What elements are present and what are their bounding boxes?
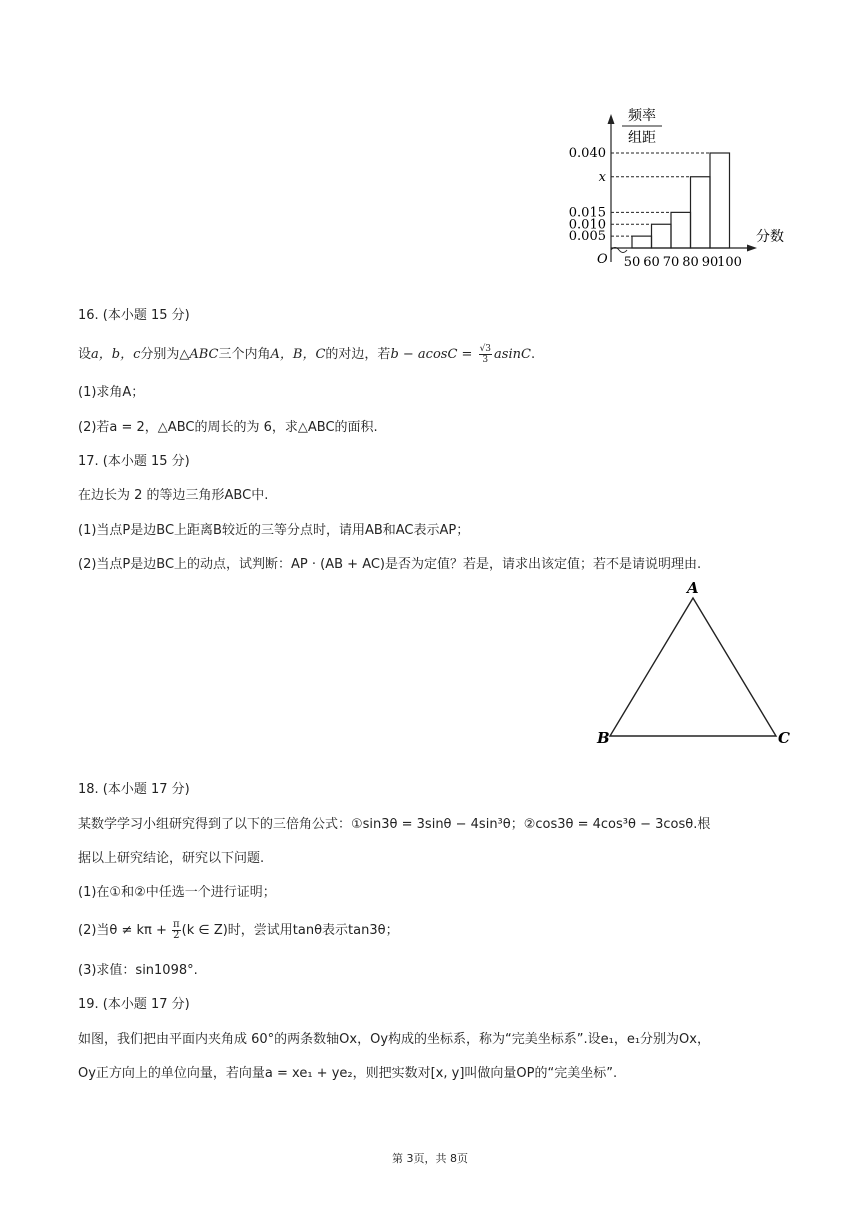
y-tick-label: x — [598, 169, 606, 185]
q18-part3: (3)求值：sin1098°. — [78, 963, 198, 978]
xlabel: 分数 — [756, 229, 784, 245]
q16-text-b: a，b，c — [91, 347, 141, 362]
q19-statement-1: 如图，我们把由平面内夹角成 60°的两条数轴Ox，Oy构成的坐标系，称为“完美坐标系”.设e₁，e₁分别为Ox， — [78, 1032, 710, 1047]
q18-part2-b: (k ∈ Z)时，尝试用tanθ表示tan3θ； — [181, 923, 399, 938]
q18-statement-1: 某数学学习小组研究得到了以下的三倍角公式：①sin3θ = 3sinθ − 4sin³θ；②cos3θ = 4cos³θ − 3cosθ.根 — [78, 817, 711, 832]
origin-label: O — [597, 252, 608, 267]
q16-fraction — [479, 344, 492, 365]
y-tick-label: 0.010 — [568, 217, 606, 233]
q18-part2-a: (2)当θ ≠ kπ + — [78, 923, 172, 938]
y-tick-label: 0.005 — [568, 229, 606, 245]
q16-statement — [78, 344, 535, 365]
ylabel-top: 频率 — [628, 108, 656, 124]
triangle-abc — [610, 598, 776, 736]
q16-part1: (1)求角A； — [78, 385, 145, 400]
q18-part2 — [78, 920, 399, 941]
q16-part2: (2)若a = 2，△ABC的周长的为 6，求△ABC的面积. — [78, 420, 378, 435]
q18-statement-2: 据以上研究结论，研究以下问题. — [78, 851, 265, 866]
histogram-bar — [671, 212, 691, 248]
q18-heading: 18. (本小题 17 分) — [78, 782, 190, 797]
histogram-bar — [652, 224, 672, 248]
q18-fraction-den: 2 — [173, 930, 180, 941]
q18-part1: (1)在①和②中任选一个进行证明； — [78, 885, 276, 900]
q16-text-g: 的对边，若 — [325, 347, 391, 362]
triangle-figure — [595, 576, 800, 751]
x-tick-label: 50 — [623, 255, 641, 270]
q16-heading: 16. (本小题 15 分) — [78, 308, 190, 323]
q16-text-c: 分别为△ — [140, 347, 190, 362]
histogram-bar — [691, 177, 711, 248]
x-tick-label: 80 — [682, 255, 699, 270]
q16-text-j: . — [530, 347, 536, 362]
vertex-a-label: A — [687, 579, 699, 597]
ylabel-bottom: 组距 — [628, 130, 656, 146]
x-tick-label: 70 — [662, 255, 680, 270]
page-footer: 第 3页，共 8页 — [392, 1152, 468, 1165]
q17-heading: 17. (本小题 15 分) — [78, 454, 190, 469]
q16-fraction-den: 3 — [482, 355, 489, 365]
y-tick-label: 0.015 — [568, 205, 606, 221]
x-tick-label: 60 — [643, 255, 660, 270]
q16-text-a: 设 — [78, 347, 92, 362]
q16-text-f: A，B，C — [270, 347, 326, 362]
histogram-bar — [632, 236, 652, 248]
x-tick-label: 90 — [701, 255, 719, 270]
histogram-bar — [710, 153, 730, 248]
q16-text-i: asinC — [494, 347, 531, 362]
frequency-histogram — [560, 100, 800, 275]
q17-part1: (1)当点P是边BC上距离B较近的三等分点时，请用AB和AC表示AP； — [78, 523, 470, 538]
q17-statement: 在边长为 2 的等边三角形ABC中. — [78, 488, 269, 503]
q16-text-d: ABC — [189, 347, 219, 362]
vertex-c-label: C — [778, 729, 790, 747]
q19-statement-2: Oy正方向上的单位向量，若向量a = xe₁ + ye₂，则把实数对[x, y]叫做向量OP的“完美坐标”. — [78, 1066, 618, 1081]
q16-text-h: b − acosC = — [390, 347, 477, 362]
q16-fraction-num: √3 — [479, 344, 492, 354]
q19-heading: 19. (本小题 17 分) — [78, 997, 190, 1012]
y-tick-label: 0.040 — [568, 146, 606, 161]
q17-part2: (2)当点P是边BC上的动点，试判断：AP · (AB + AC)是否为定值？若是，请求出该定值；若不是请说明理由. — [78, 557, 702, 572]
q16-text-e: 三个内角 — [218, 347, 271, 362]
x-tick-label: 100 — [717, 255, 742, 270]
q18-fraction-num: π — [173, 919, 180, 930]
q18-fraction — [172, 920, 181, 941]
vertex-b-label: B — [597, 729, 610, 747]
